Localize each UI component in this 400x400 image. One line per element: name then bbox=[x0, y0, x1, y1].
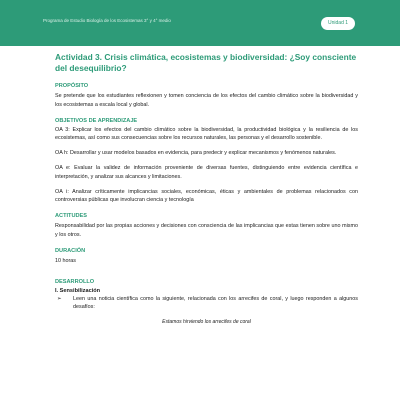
desarrollo-heading: DESARROLLO bbox=[55, 278, 95, 285]
sensibilizacion-heading: I. Sensibilización bbox=[55, 287, 101, 294]
objetivo-oah: OA h: Desarrollar y usar modelos basados en evidencia, para predecir y explicar mecanismos y fenómenos naturales. bbox=[55, 150, 337, 157]
duracion-heading: DURACIÓN bbox=[55, 247, 86, 254]
news-title: Estamos hirviendo los arrecifes de coral bbox=[162, 319, 251, 326]
actitudes-text: Responsabilidad por las propias acciones y decisiones con consciencia de las implicancias que estas tienen sobre uno mismo y los otros. bbox=[55, 223, 358, 238]
arrow-bullet-icon: ➢ bbox=[57, 295, 62, 302]
document-body bbox=[55, 52, 358, 326]
objetivo-oae: OA e: Evaluar la validez de información proveniente de diversas fuentes, distinguiendo entre evidencia científica e interpretación, y analizar sus alcances y limitaciones. bbox=[55, 164, 358, 180]
program-title: Programa de Estudio Biología de los Ecosistemas 3° y 4° medio bbox=[43, 18, 171, 23]
proposito-text: Se pretende que los estudiantes reflexionen y tomen conciencia de los efectos del cambio climático sobre la biodiversidad y los ecosistemas a escala local y global. bbox=[55, 93, 358, 108]
duracion-text: 10 horas bbox=[55, 257, 76, 264]
actitudes-heading: ACTITUDES bbox=[55, 213, 88, 220]
objetivos-heading: OBJETIVOS DE APRENDIZAJE bbox=[55, 117, 138, 124]
objetivo-oa3: OA 3: Explicar los efectos del cambio climático sobre la biodiversidad, la productividad biológica y la resiliencia de los ecosistemas, así como sus consecuencias sobre los recursos naturales, las personas y el desarrollo sostenible. bbox=[55, 126, 358, 142]
proposito-heading: PROPÓSITO bbox=[55, 83, 89, 89]
activity-title: Actividad 3. Crisis climática, ecosistemas y biodiversidad: ¿Soy consciente del desequilibrio? bbox=[55, 52, 357, 73]
unit-badge: Unidad 1 bbox=[321, 17, 355, 30]
list-item bbox=[55, 295, 358, 313]
objetivo-oai: OA i: Analizar críticamente implicancias sociales, económicas, éticas y ambientales de problemas relacionados con controversias públicas que involucran ciencia y tecnología bbox=[55, 188, 358, 204]
page-header bbox=[0, 0, 400, 46]
bullet-text: Leen una noticia científica como la siguiente, relacionada con los arrecifes de coral, y luego responden a algunos desafíos: bbox=[73, 295, 358, 311]
